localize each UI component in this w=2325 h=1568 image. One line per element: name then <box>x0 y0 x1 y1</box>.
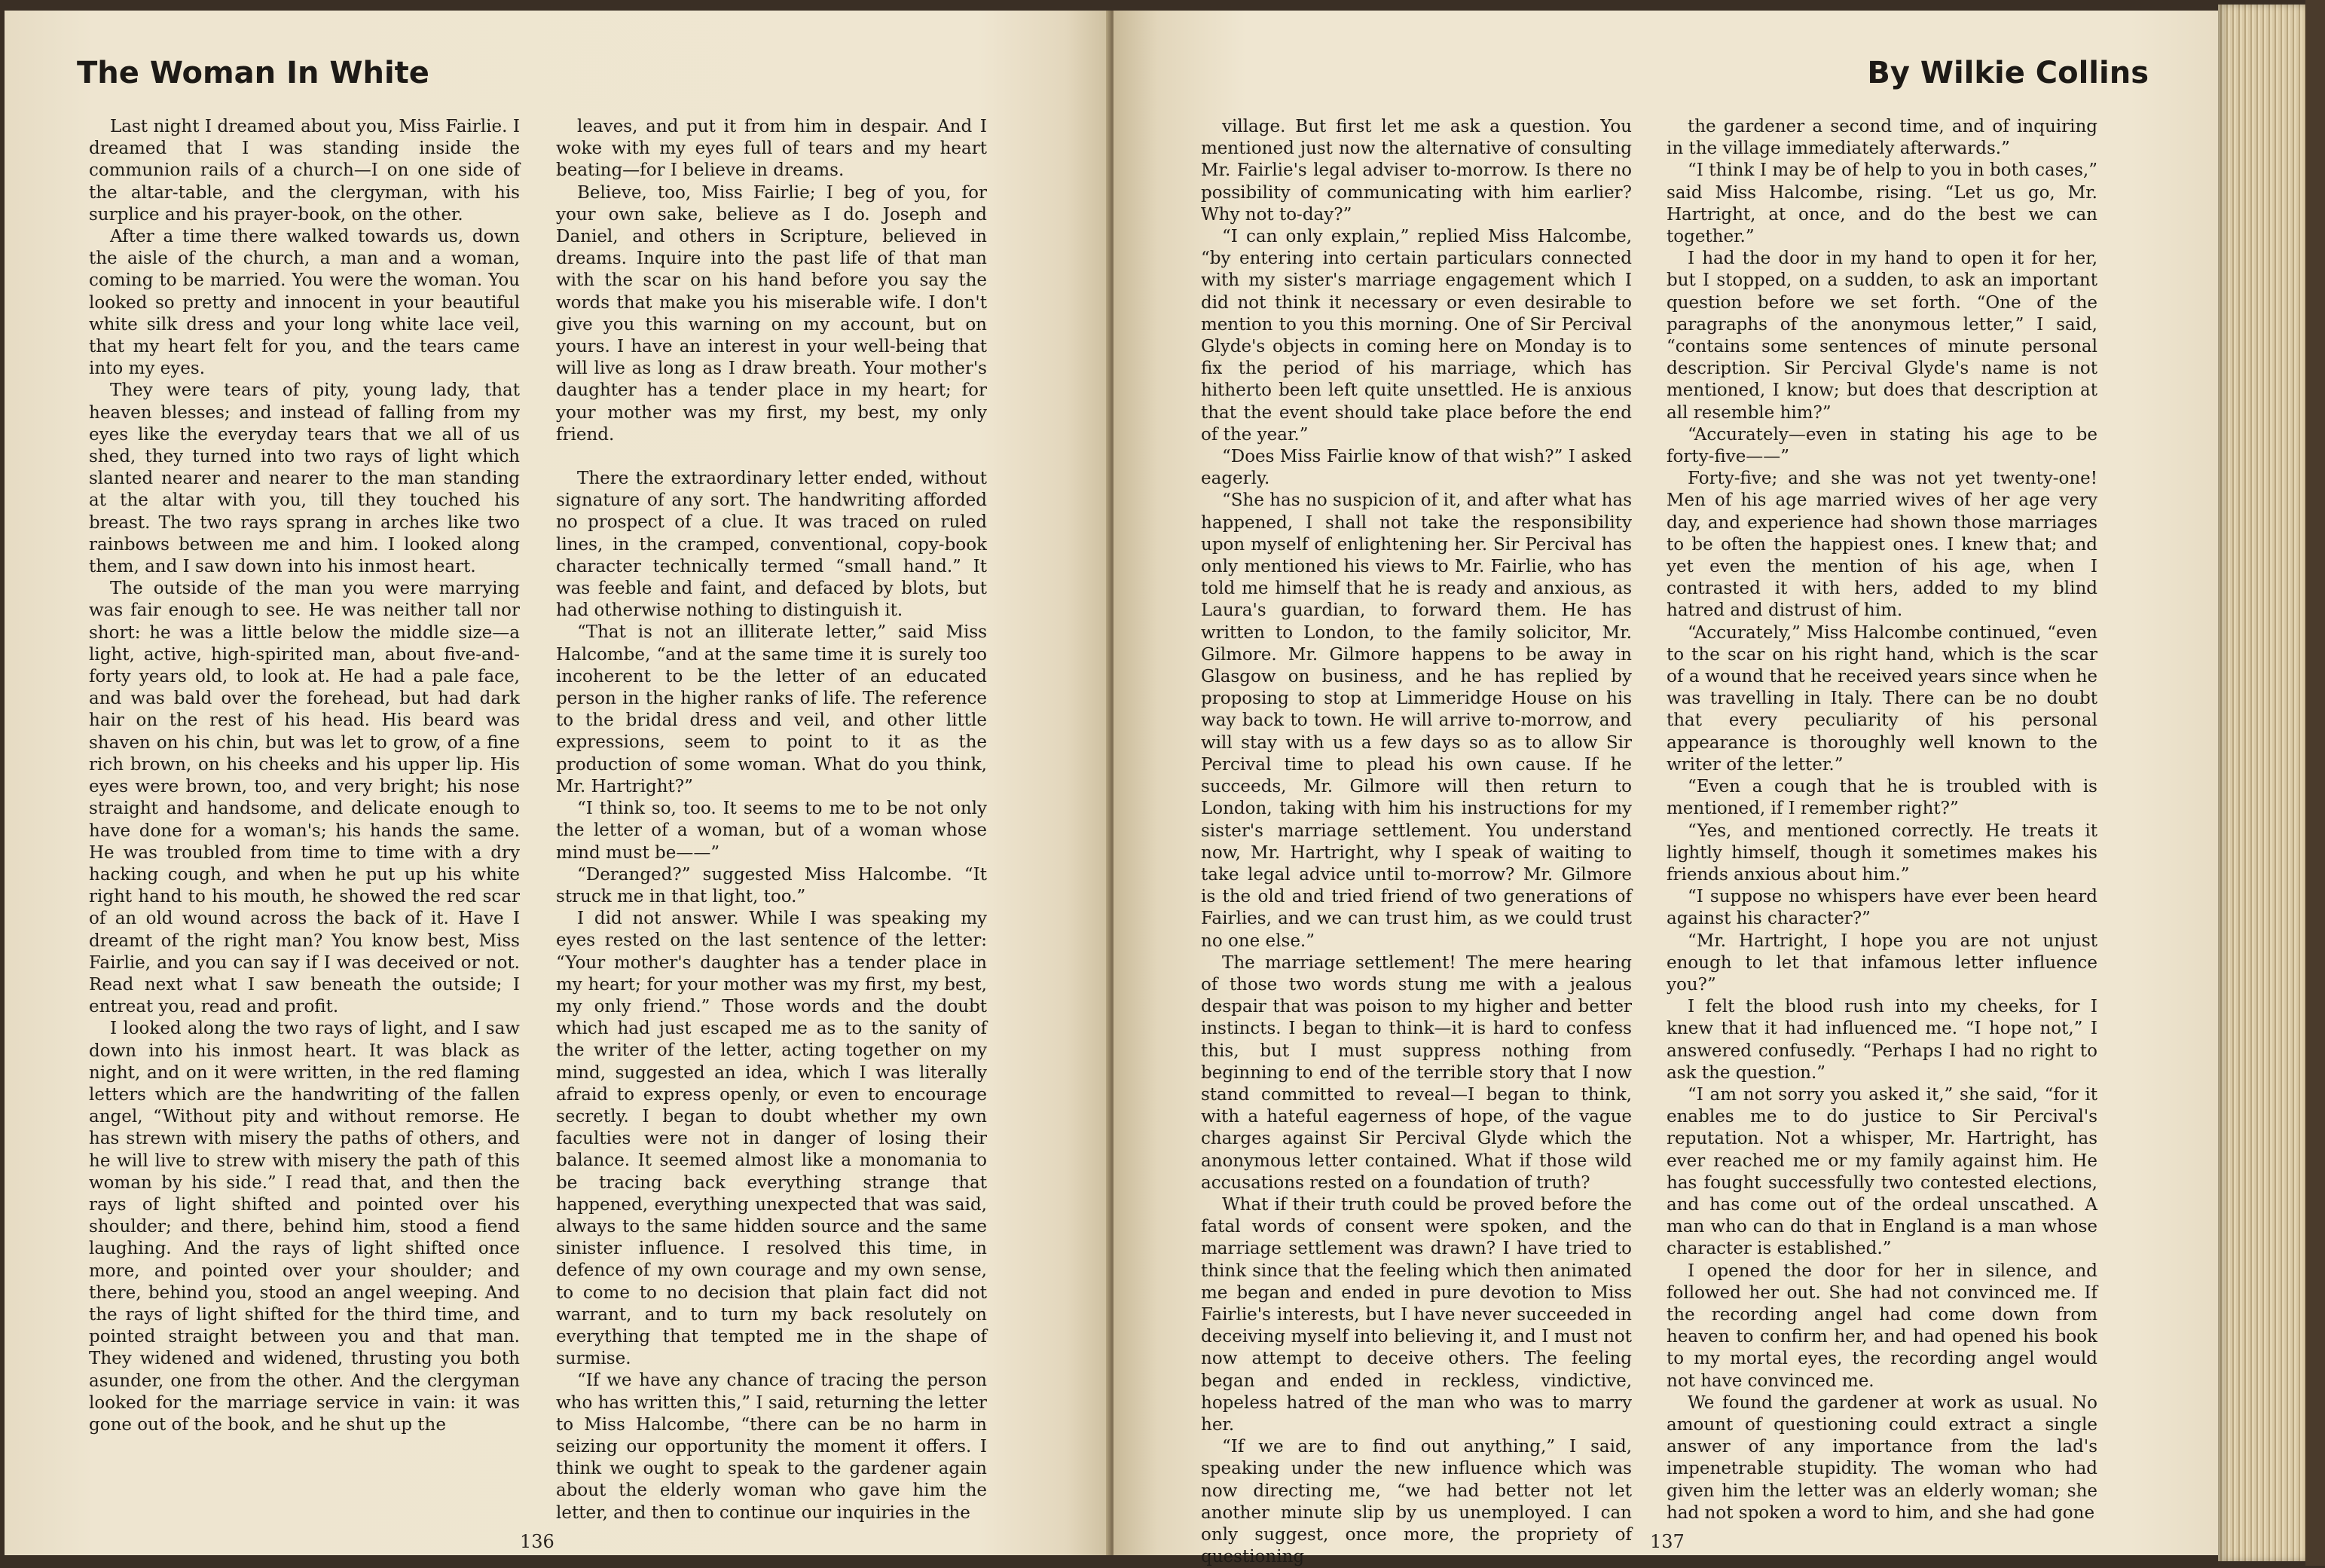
paragraph: the gardener a second time, and of inquiring in the village immediately afterwards.” <box>1667 117 2097 159</box>
paragraph: “She has no suspicion of it, and after what has happened, I shall not take the responsibility upon myself of enlightening her. Sir Percival has only mentioned his views to Mr. Fairlie, who has told me himself that he is ready and anxious, as Laura's guardian, to forward them. He has written to London, to the family solicitor, Mr. Gilmore. Mr. Gilmore happens to be away in Glasgow on business, and he has replied by proposing to stop at Limmeridge House on his way back to town. He will arrive to-morrow, and will stay with us a few days so as to allow Sir Percival time to plead his own cause. If he succeeds, Mr. Gilmore will then return to London, taking with him his instructions for my sister's marriage settlement. You understand now, Mr. Hartright, why I speak of waiting to take legal advice until to-morrow? Mr. Gilmore is the old and tried friend of two generations of Fairlies, and we can trust him, as we could trust no one else.” <box>1201 491 1632 951</box>
paragraph: I opened the door for her in silence, and followed her out. She had not convinced me. If the recording angel had come down from heaven to confirm her, and had opened his book to my mortal eyes, the recording angel would not have convinced me. <box>1667 1261 2097 1391</box>
paragraph: “I can only explain,” replied Miss Halcombe, “by entering into certain particulars connected with my sister's marriage engagement which I did not think it necessary or even desirable to mention to you this morning. One of Sir Percival Glyde's objects in coming here on Monday is to fix the period of his marriage, which has hitherto been left quite unsettled. He is anxious that the event should take place before the end of the year.” <box>1201 227 1632 445</box>
paragraph: “That is not an illiterate letter,” said Miss Halcombe, “and at the same time it is surely too incoherent to be the letter of an educated person in the higher ranks of life. The reference to the bridal dress and veil, and other little expressions, seem to point to it as the production of some woman. What do you think, Mr. Hartright?” <box>556 622 987 796</box>
paragraph: The outside of the man you were marrying was fair enough to see. He was neither tall nor short: he was a little below the middle size—a light, active, high-spirited man, about five-and-forty years old, to look at. He had a pale face, and was bald over the forehead, but had dark hair on the rest of his head. His beard was shaven on his chin, but was let to grow, of a fine rich brown, on his cheeks and his upper lip. His eyes were brown, too, and very bright; his nose straight and handsome, and delicate enough to have done for a woman's; his hands the same. He was troubled from time to time with a dry hacking cough, and when he put up his white right hand to his mouth, he showed the red scar of an old wound across the back of it. Have I dreamt of the right man? You know best, Miss Fairlie, and you can say if I was deceived or not. Read next what I saw beneath the outside; I entreat you, read and profit. <box>89 579 520 1017</box>
page-number-left: 136 <box>520 1531 555 1552</box>
paragraph: What if their truth could be proved before the fatal words of consent were spoken, and the marriage settlement was drawn? I have tried to think since that the feeling which then animated me began and ended in pure devotion to Miss Fairlie's interests, but I have never succeeded in deceiving myself into believing it, and I must not now attempt to deceive others. The feeling began and ended in reckless, vindictive, hopeless hatred of the man who was to marry her. <box>1201 1194 1632 1435</box>
page-number-right: 137 <box>1650 1531 1685 1552</box>
paragraph: village. But first let me ask a question. You mentioned just now the alternative of consulting Mr. Fairlie's legal adviser to-morrow. Is there no possibility of communicating with him earlier? Why not to-day?” <box>1201 117 1632 225</box>
paragraph: “Accurately—even in stating his age to be forty-five——” <box>1667 424 2097 467</box>
paragraph: “I think so, too. It seems to me to be not only the letter of a woman, but of a woman whose mind must be——” <box>556 799 987 863</box>
paragraph: “Does Miss Fairlie know of that wish?” I asked eagerly. <box>1201 447 1632 489</box>
paragraph: Believe, too, Miss Fairlie; I beg of you, for your own sake, believe as I do. Joseph and Daniel, and others in Scripture, believed in dreams. Inquire into the past life of that man with the scar on his hand before you say the words that make you his miserable wife. I don't give you this warning on my account, but on yours. I have an interest in your well-being that will live as long as I draw breath. Your mother's daughter has a tender place in my heart; for your mother was my first, my best, my only friend. <box>556 182 987 445</box>
paragraph: I felt the blood rush into my cheeks, for I knew that it had influenced me. “I hope not,” I answered confusedly. “Perhaps I had no right to ask the question.” <box>1667 997 2097 1083</box>
paragraph: “I am not sorry you asked it,” she said, “for it enables me to do justice to Sir Percival's reputation. Not a whisper, Mr. Hartright, has ever reached me or my family against him. He has fought successfully two contested elections, and has come out of the ordeal unscathed. A man who can do that in England is a man whose character is established.” <box>1667 1084 2097 1259</box>
paragraph: Last night I dreamed about you, Miss Fairlie. I dreamed that I was standing inside the communion rails of a church—I on one side of the altar-table, and the clergyman, with his surplice and his prayer-book, on the other. <box>89 117 520 225</box>
text-column-2 <box>556 116 987 1524</box>
paragraph: “I think I may be of help to you in both cases,” said Miss Halcombe, rising. “Let us go, Mr. Hartright, at once, and do the best we can together.” <box>1667 160 2097 247</box>
narrative-block <box>556 468 987 1524</box>
letter-ending-block <box>556 116 987 446</box>
paragraph: “Accurately,” Miss Halcombe continued, “even to the scar on his right hand, which is the scar of a wound that he received years since when he was travelling in Italy. There can be no doubt that every peculiarity of his personal appearance is thoroughly well known to the writer of the letter.” <box>1667 622 2097 775</box>
paragraph: “I suppose no whispers have ever been heard against his character?” <box>1667 887 2097 929</box>
paragraph: I did not answer. While I was speaking my eyes rested on the last sentence of the letter: “Your mother's daughter has a tender place in my heart; for your mother was my first, my best, my only friend.” Those words and the doubt which had just escaped me as to the sanity of the writer of the letter, acting together on my mind, suggested an idea, which I was literally afraid to express openly, or even to encourage secretly. I began to doubt whether my own faculties were not in danger of losing their balance. It seemed almost like a monomania to be tracing back everything strange that happened, everything unexpected that was said, always to the same hidden source and the same sinister influence. I resolved this time, in defence of my own courage and my own sense, to come to no decision that plain fact did not warrant, and to turn my back resolutely on everything that tempted me in the shape of surmise. <box>556 909 987 1369</box>
paragraph: I looked along the two rays of light, and I saw down into his inmost heart. It was black as night, and on it were written, in the red flaming letters which are the handwriting of the fallen angel, “Without pity and without remorse. He has strewn with misery the paths of others, and he will live to strew with misery the path of this woman by his side.” I read that, and then the rays of light shifted and pointed over his shoulder; and there, behind him, stood a fiend laughing. And the rays of light shifted once more, and pointed over your shoulder; and there, behind you, stood an angel weeping. And the rays of light shifted for the third time, and pointed straight between you and that man. They widened and widened, thrusting you both asunder, one from the other. And the clergyman looked for the marriage service in vain: it was gone out of the book, and he shut up the <box>89 1019 520 1435</box>
paragraph: “If we are to find out anything,” I said, speaking under the new influence which was now directing me, “we had better not let another minute slip by us unemployed. I can only suggest, once more, the propriety of questioning <box>1201 1437 1632 1567</box>
text-column-3 <box>1201 116 1632 1568</box>
paragraph: “If we have any chance of tracing the person who has written this,” I said, returning the letter to Miss Halcombe, “there can be no harm in seizing our opportunity the moment it offers. I think we ought to speak to the gardener again about the elderly woman who gave him the letter, and then to continue our inquiries in the <box>556 1371 987 1523</box>
running-header-author: By Wilkie Collins <box>1867 56 2149 90</box>
paragraph: “Even a cough that he is troubled with is mentioned, if I remember right?” <box>1667 777 2097 819</box>
paragraph: I had the door in my hand to open it for her, but I stopped, on a sudden, to ask an important question before we set forth. “One of the paragraphs of the anonymous letter,” I said, “contains some sentences of minute personal description. Sir Percival Glyde's name is not mentioned, I know; but does that description at all resemble him?” <box>1667 249 2097 423</box>
text-column-4 <box>1667 116 2097 1524</box>
paragraph: They were tears of pity, young lady, that heaven blesses; and instead of falling from my eyes like the everyday tears that we all of us shed, they turned into two rays of light which slanted nearer and nearer to the man standing at the altar with you, till they touched his breast. The two rays sprang in arches like two rainbows between me and him. I looked along them, and I saw down into his inmost heart. <box>89 381 520 577</box>
paragraph: The marriage settlement! The mere hearing of those two words stung me with a jealous despair that was poison to my higher and better instincts. I began to think—it is hard to confess this, but I must suppress nothing from beginning to end of the terrible story that I now stand committed to reveal—I began to think, with a hateful eagerness of hope, of the vague charges against Sir Percival Glyde which the anonymous letter contained. What if those wild accusations rested on a foundation of truth? <box>1201 952 1632 1193</box>
paragraph: After a time there walked towards us, down the aisle of the church, a man and a woman, coming to be married. You were the woman. You looked so pretty and innocent in your beautiful white silk dress and your long white lace veil, that my heart felt for you, and the tears came into my eyes. <box>89 227 520 379</box>
paragraph: There the extraordinary letter ended, without signature of any sort. The handwriting afforded no prospect of a clue. It was traced on ruled lines, in the cramped, conventional, copy-book character technically termed “small hand.” It was feeble and faint, and defaced by blots, but had otherwise nothing to distinguish it. <box>556 469 987 621</box>
background-shadow <box>2305 0 2325 1566</box>
text-column-1 <box>89 116 520 1436</box>
paragraph: “Yes, and mentioned correctly. He treats it lightly himself, though it sometimes makes his friends anxious about him.” <box>1667 821 2097 885</box>
right-page <box>1114 11 2218 1567</box>
paragraph: “Mr. Hartright, I hope you are not unjust enough to let that infamous letter influence you?” <box>1667 931 2097 995</box>
paragraph: “Deranged?” suggested Miss Halcombe. “It struck me in that light, too.” <box>556 864 987 906</box>
paragraph: We found the gardener at work as usual. No amount of questioning could extract a single answer of any importance from the lad's impenetrable stupidity. The woman who had given him the letter was an elderly woman; she had not spoken a word to him, and she had gone <box>1667 1392 2097 1523</box>
running-header-title: The Woman In White <box>77 56 429 90</box>
paragraph: Forty-five; and she was not yet twenty-one! Men of his age married wives of her age very day, and experience had shown those marriages to be often the happiest ones. I knew that; and yet even the mention of his age, when I contrasted it with hers, added to my blind hatred and distrust of him. <box>1667 469 2097 621</box>
paragraph: leaves, and put it from him in despair. And I woke with my eyes full of tears and my heart beating—for I believe in dreams. <box>556 117 987 181</box>
left-page <box>5 11 1111 1555</box>
